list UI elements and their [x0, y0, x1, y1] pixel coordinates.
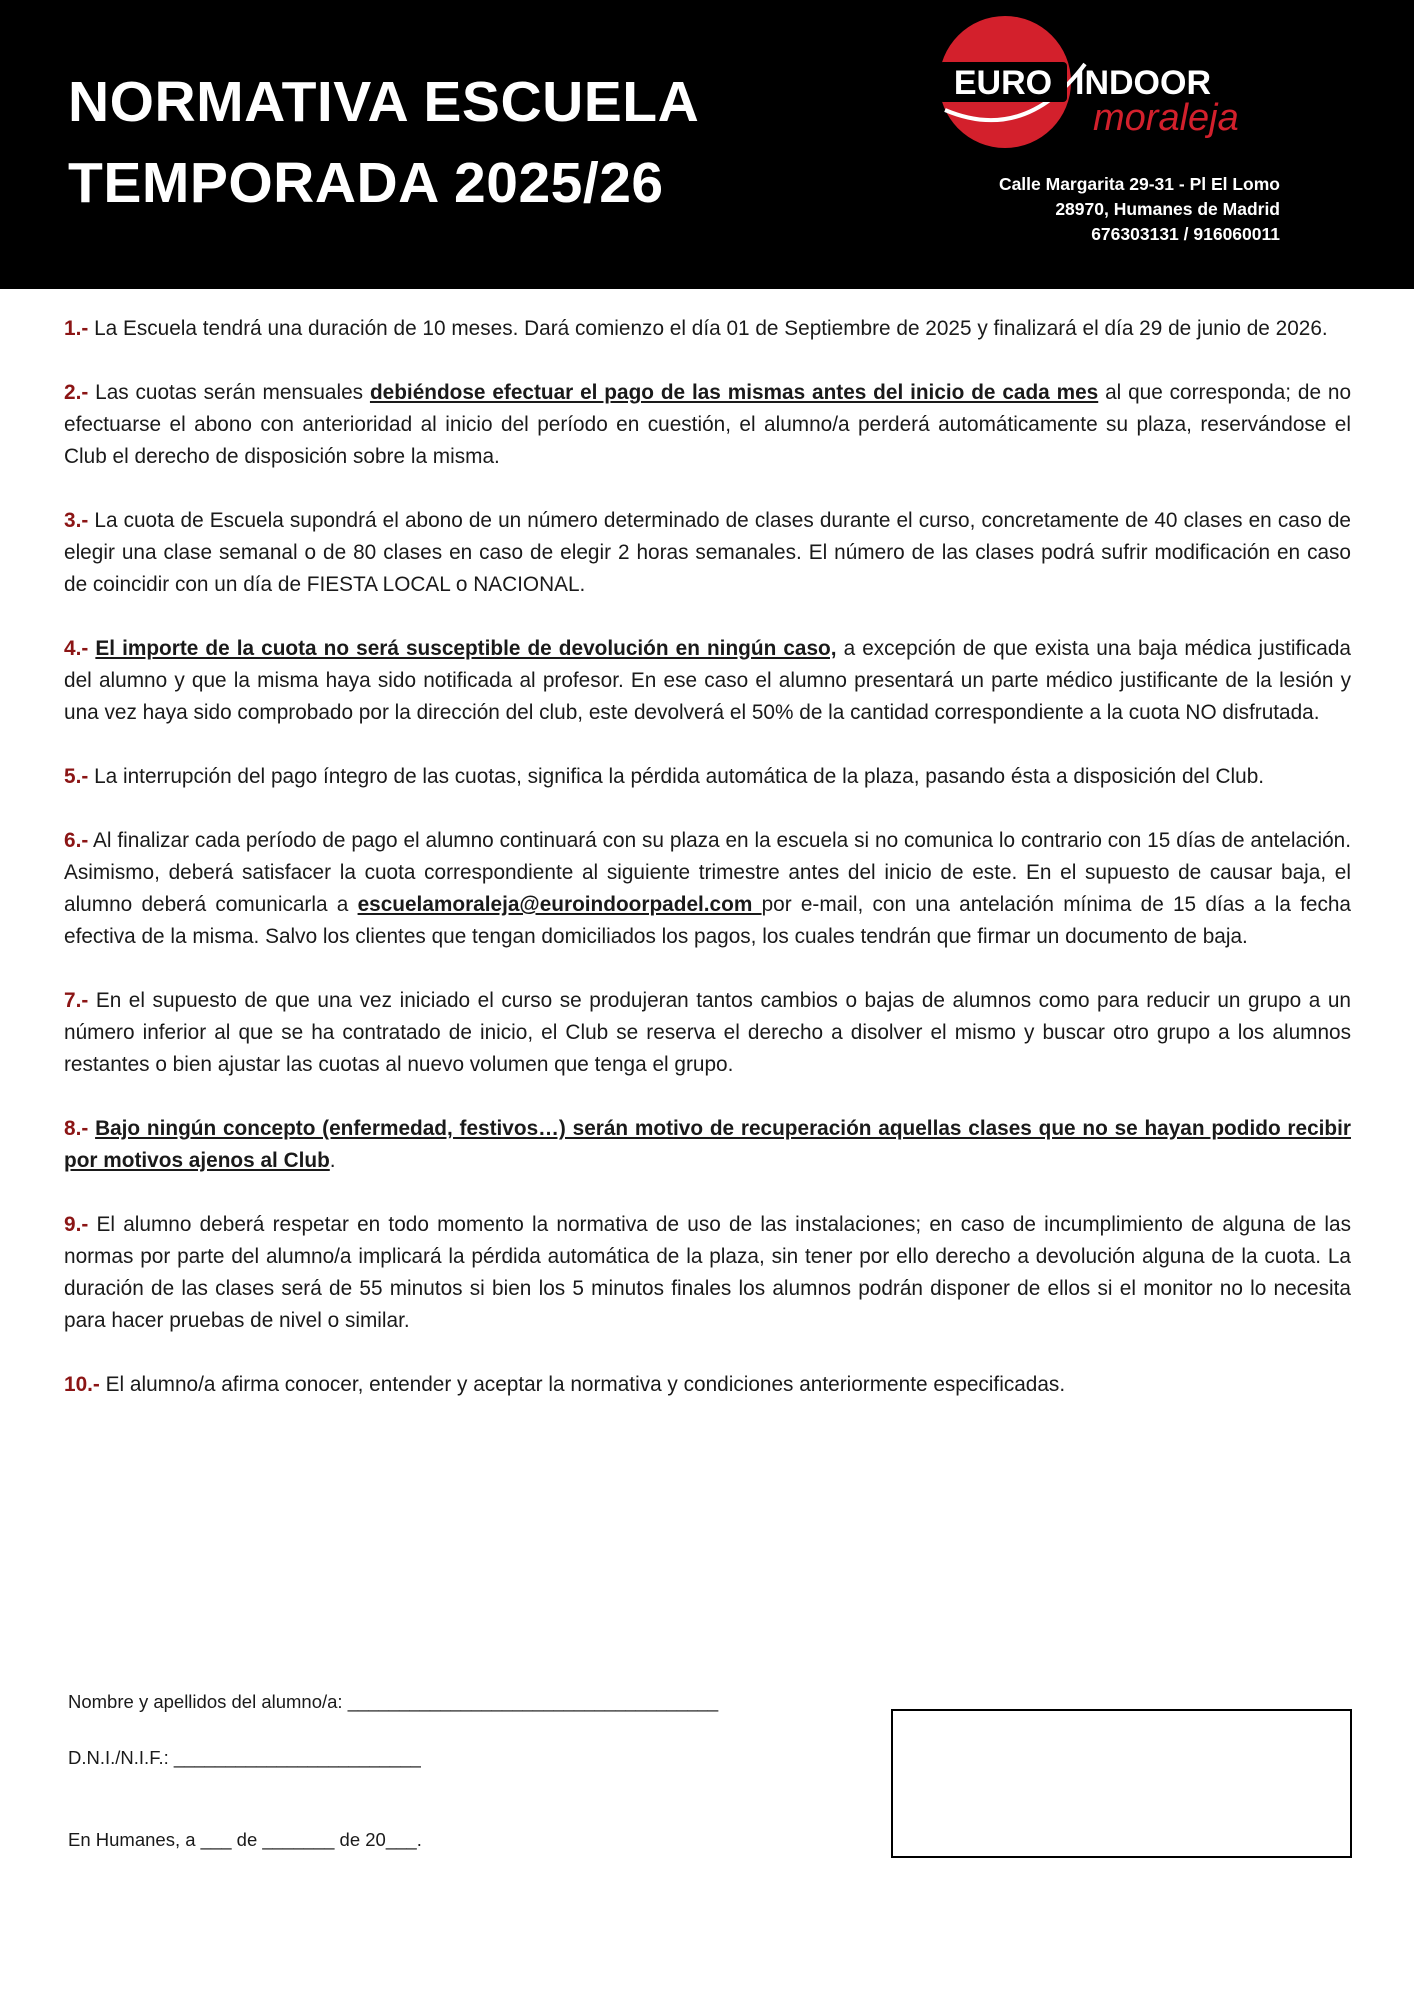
title-line-2: TEMPORADA 2025/26 [68, 151, 664, 215]
rule-9: 9.- El alumno deberá respetar en todo momento la normativa de uso de las instalaciones; en caso de incumplimiento de alguna de las normas por parte del alumno/a implicará la pérdida automática de la plaza, sin tener por ello derecho a devolución alguna de la cuota. La duración de las clases será de 55 minutos si bien los 5 minutos finales los alumnos podrán disponer de ellos si el monitor no lo necesita para hacer pruebas de nivel o similar. [64, 1213, 1352, 1332]
rule-10: 10.- El alumno/a afirma conocer, entender y aceptar la normativa y condiciones anteriormente especificadas. [64, 1373, 1066, 1396]
svg-text:EURO: EURO [953, 64, 1053, 102]
contact-phones: 676303131 / 916060011 [1091, 224, 1280, 244]
dni-field[interactable]: D.N.I./N.I.F.: ________________________ [68, 1747, 421, 1768]
rule-1: 1.- La Escuela tendrá una duración de 10 meses. Dará comienzo el día 01 de Septiembre de 2025 y finalizará el día 29 de junio de 2026. [64, 317, 1328, 340]
club-address [999, 172, 1280, 247]
place-date-field[interactable]: En Humanes, a ___ de _______ de 20___. [68, 1829, 422, 1850]
page-title [68, 62, 699, 224]
title-line-1: NORMATIVA ESCUELA [68, 70, 700, 134]
rule-4: 4.- El importe de la cuota no será susceptible de devolución en ningún caso, a excepción de que exista una baja médica justificada del alumno y que la misma haya sido notificada al profesor. En ese caso el alumno presentará un parte médico justificante de la lesión y una vez haya sido comprobado por la dirección del club, este devolverá el 50% de la cantidad correspondiente a la cuota NO disfrutada. [64, 637, 1351, 724]
school-email-link[interactable]: escuelamoraleja@euroindoorpadel.com [357, 893, 762, 916]
svg-text:moraleja: moraleja [1093, 97, 1239, 139]
signature-box[interactable] [891, 1709, 1352, 1858]
student-name-field[interactable]: Nombre y apellidos del alumno/a: ____________________________________ [68, 1691, 719, 1712]
rule-6: 6.- Al finalizar cada período de pago el alumno continuará con su plaza en la escuela si no comunica lo contrario con 15 días de antelación. Asimismo, deberá satisfacer la cuota correspondiente al siguiente trimestre antes del inicio de este. En el supuesto de causar baja, el alumno deberá comunicarla a escuelamoraleja@euroindoorpadel.com por e-mail, con una antelación mínima de 15 días a la fecha efectiva de la misma. Salvo los clientes que tengan domiciliados los pagos, los cuales tendrán que firmar un documento de baja. [64, 829, 1351, 948]
svg-text:INDOOR: INDOOR [1075, 64, 1211, 102]
header-banner [0, 0, 1414, 289]
address-city: 28970, Humanes de Madrid [1055, 199, 1280, 219]
rule-3: 3.- La cuota de Escuela supondrá el abono de un número determinado de clases durante el curso, concretamente de 40 clases en caso de elegir una clase semanal o de 80 clases en caso de elegir 2 horas semanales. El número de las clases podrá sufrir modificación en caso de coincidir con un día de FIESTA LOCAL o NACIONAL. [64, 509, 1351, 596]
rules-list [64, 313, 1351, 1433]
rule-2: 2.- Las cuotas serán mensuales debiéndose efectuar el pago de las mismas antes del inicio de cada mes al que corresponda; de no efectuarse el abono con anterioridad al inicio del período en cuestión, el alumno/a perderá automáticamente su plaza, reservándose el Club el derecho de disposición sobre la misma. [64, 381, 1352, 468]
rule-5: 5.- La interrupción del pago íntegro de las cuotas, significa la pérdida automática de la plaza, pasando ésta a disposición del Club. [64, 765, 1265, 788]
address-street: Calle Margarita 29-31 - Pl El Lomo [998, 174, 1280, 194]
rule-8: 8.- Bajo ningún concepto (enfermedad, festivos…) serán motivo de recuperación aquellas clases que no se hayan podido recibir por motivos ajenos al Club. [64, 1117, 1351, 1172]
euroindoor-logo [935, 12, 1275, 152]
rule-7: 7.- En el supuesto de que una vez iniciado el curso se produjeran tantos cambios o bajas de alumnos como para reducir un grupo a un número inferior al que se ha contratado de inicio, el Club se reserva el derecho a disolver el mismo y buscar otro grupo a los alumnos restantes o bien ajustar las cuotas al nuevo volumen que tenga el grupo. [64, 989, 1351, 1076]
